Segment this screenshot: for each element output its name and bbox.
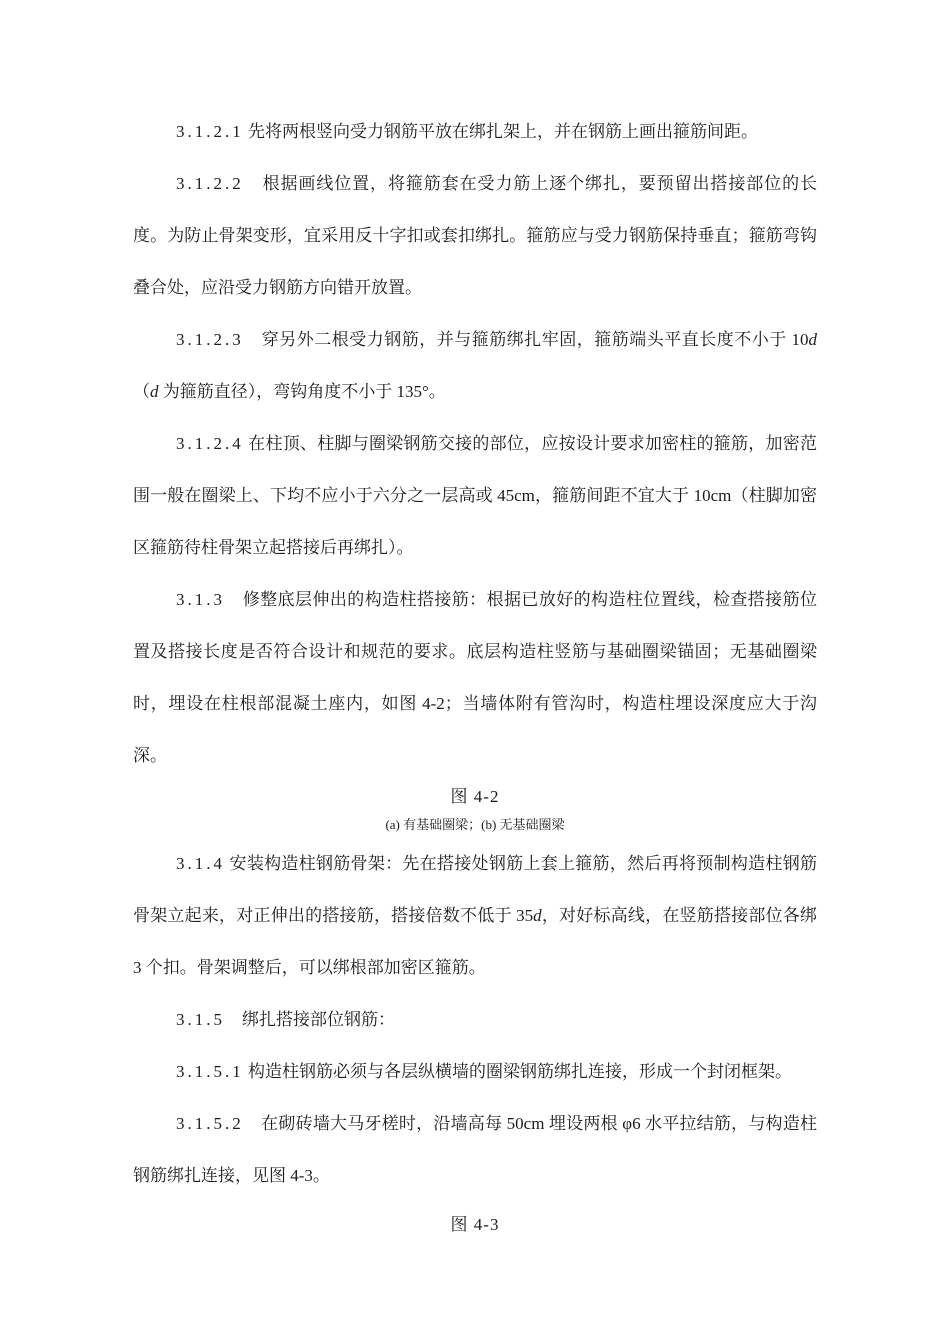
text-run: 穿另外二根受力钢筋，并与箍筋绑扎牢固，箍筋端头平直长度不小于 10 xyxy=(243,330,809,349)
paragraph-3-1-2-1 xyxy=(133,106,817,158)
text-run: 3.1.3 xyxy=(176,590,225,609)
text-run: 3.1.4 xyxy=(176,854,225,873)
figure-4-3-caption: 图 4-3 xyxy=(450,1215,500,1234)
text-run: 构造柱钢筋必须与各层纵横墙的圈梁钢筋绑扎连接，形成一个封闭框架。 xyxy=(243,1062,792,1081)
text-run: 在柱顶、柱脚与圈梁钢筋交接的部位，应按设计要求加密柱的箍筋，加密范围一般在圈梁上、下均不应小于六分之一层高或 45cm，箍筋间距不宜大于 10cm（柱脚加密区箍筋待柱骨架立起搭接后再绑扎）。 xyxy=(133,434,817,557)
text-run: d xyxy=(150,382,159,401)
text-run: 为箍筋直径），弯钩角度不小于 135°。 xyxy=(158,382,446,401)
paragraph-3-1-2-3 xyxy=(133,314,817,418)
figure-4-2 xyxy=(133,782,817,838)
text-run: 3.1.2.2 xyxy=(176,174,244,193)
figure-4-3 xyxy=(133,1210,817,1240)
text-run: 3.1.2.1 xyxy=(176,122,244,141)
text-run: 3.1.2.3 xyxy=(176,330,244,349)
paragraph-3-1-2-2 xyxy=(133,158,817,314)
text-run: 先将两根竖向受力钢筋平放在绑扎架上，并在钢筋上画出箍筋间距。 xyxy=(243,122,758,141)
text-run: 3.1.5.2 xyxy=(176,1114,244,1133)
text-run: 3.1.5.1 xyxy=(176,1062,244,1081)
text-run: d xyxy=(533,906,542,925)
text-run: 绑扎搭接部位钢筋： xyxy=(225,1010,395,1029)
text-run: 3.1.5 xyxy=(176,1010,225,1029)
text-run: 修整底层伸出的构造柱搭接筋：根据已放好的构造柱位置线，检查搭接筋位置及搭接长度是否符合设计和规范的要求。底层构造柱竖筋与基础圈梁锚固；无基础圈梁时，埋设在柱根部混凝土座内，如图 4-2；当墙体附有管沟时，构造柱埋设深度应大于沟深。 xyxy=(133,590,817,765)
text-run: 根据画线位置，将箍筋套在受力筋上逐个绑扎，要预留出搭接部位的长度。为防止骨架变形，宜采用反十字扣或套扣绑扎。箍筋应与受力钢筋保持垂直；箍筋弯钩叠合处，应沿受力钢筋方向错开放置。 xyxy=(133,174,817,297)
figure-4-2-subcaption: (a) 有基础圈梁；(b) 无基础圈梁 xyxy=(385,817,565,832)
text-run: （ xyxy=(133,382,150,401)
text-run: 安装构造柱钢筋骨架：先在搭接处钢筋上套上箍筋，然后再将预制构造柱钢筋骨架立起来，对正伸出的搭接筋，搭接倍数不低于 35 xyxy=(133,854,817,925)
text-run: ，对好标高线，在竖筋搭接部位各绑 3 个扣。骨架调整后，可以绑根部加密区箍筋。 xyxy=(133,906,818,977)
paragraph-3-1-5-1 xyxy=(133,1046,817,1098)
text-run: d xyxy=(808,330,817,349)
figure-4-2-caption: 图 4-2 xyxy=(450,787,500,806)
paragraph-3-1-3 xyxy=(133,574,817,782)
paragraph-3-1-4 xyxy=(133,838,817,994)
paragraph-3-1-5-2 xyxy=(133,1098,817,1202)
paragraph-3-1-5 xyxy=(133,994,817,1046)
text-run: 3.1.2.4 xyxy=(176,434,244,453)
paragraph-3-1-2-4 xyxy=(133,418,817,574)
text-run: 在砌砖墙大马牙槎时，沿墙高每 50cm 埋设两根 φ6 水平拉结筋，与构造柱钢筋绑扎连接，见图 4-3。 xyxy=(133,1114,817,1185)
